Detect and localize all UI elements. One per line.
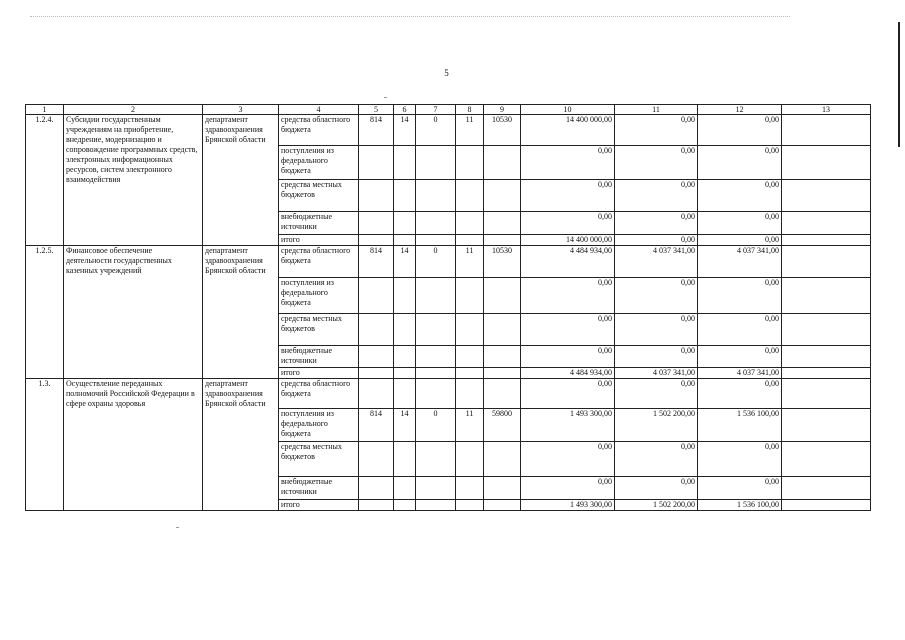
code-cell: [359, 180, 394, 212]
amount-cell: 0,00: [615, 146, 698, 180]
funding-source-cell: итого: [279, 368, 359, 379]
amount-cell: 0,00: [615, 477, 698, 500]
funding-source-cell: средства местных бюджетов: [279, 314, 359, 346]
code-cell: 0: [416, 115, 456, 146]
amount-cell: 0,00: [698, 477, 782, 500]
amount-cell: 0,00: [521, 212, 615, 235]
funding-source-cell: внебюджетные источники: [279, 212, 359, 235]
code-cell: [456, 442, 484, 477]
table-row: [26, 379, 871, 409]
amount-cell: 0,00: [698, 212, 782, 235]
scan-speck: [176, 527, 179, 528]
code-cell: [416, 180, 456, 212]
funding-source-cell: поступления из федерального бюджета: [279, 278, 359, 314]
column-number-cell: 7: [416, 105, 456, 115]
table-row: [26, 115, 871, 146]
code-cell: [359, 212, 394, 235]
code-cell: [456, 314, 484, 346]
code-cell: 814: [359, 246, 394, 278]
item-code-cell: 1.3.: [26, 379, 64, 511]
code-cell: [394, 212, 416, 235]
code-cell: [484, 442, 521, 477]
code-cell: [416, 235, 456, 246]
column-number-cell: 12: [698, 105, 782, 115]
column-number-cell: 6: [394, 105, 416, 115]
code-cell: [484, 212, 521, 235]
code-cell: [359, 346, 394, 368]
code-cell: [359, 379, 394, 409]
amount-cell: 0,00: [521, 146, 615, 180]
amount-cell: 0,00: [615, 115, 698, 146]
code-cell: [456, 477, 484, 500]
column-number-cell: 13: [782, 105, 871, 115]
amount-cell: 0,00: [615, 442, 698, 477]
code-cell: [416, 477, 456, 500]
code-cell: [484, 346, 521, 368]
funding-source-cell: средства областного бюджета: [279, 246, 359, 278]
amount-cell: 0,00: [698, 346, 782, 368]
funding-source-cell: поступления из федерального бюджета: [279, 146, 359, 180]
amount-cell: 4 037 341,00: [615, 368, 698, 379]
amount-cell: [782, 278, 871, 314]
code-cell: [484, 477, 521, 500]
code-cell: [456, 368, 484, 379]
amount-cell: 1 502 200,00: [615, 409, 698, 442]
code-cell: [484, 180, 521, 212]
code-cell: 10530: [484, 115, 521, 146]
amount-cell: 0,00: [615, 180, 698, 212]
code-cell: 814: [359, 115, 394, 146]
amount-cell: [782, 477, 871, 500]
column-number-cell: 11: [615, 105, 698, 115]
amount-cell: [782, 235, 871, 246]
funding-source-cell: итого: [279, 500, 359, 511]
amount-cell: 1 536 100,00: [698, 409, 782, 442]
code-cell: [456, 146, 484, 180]
funding-source-cell: внебюджетные источники: [279, 477, 359, 500]
code-cell: [484, 368, 521, 379]
code-cell: [394, 379, 416, 409]
amount-cell: 1 493 300,00: [521, 500, 615, 511]
column-number-cell: 2: [64, 105, 203, 115]
code-cell: 14: [394, 115, 416, 146]
code-cell: [416, 379, 456, 409]
amount-cell: [782, 346, 871, 368]
code-cell: [416, 314, 456, 346]
funding-source-cell: поступления из федерального бюджета: [279, 409, 359, 442]
column-number-cell: 4: [279, 105, 359, 115]
code-cell: [456, 278, 484, 314]
amount-cell: 4 037 341,00: [615, 246, 698, 278]
amount-cell: 0,00: [615, 379, 698, 409]
code-cell: 10530: [484, 246, 521, 278]
item-code-cell: 1.2.4.: [26, 115, 64, 246]
amount-cell: [782, 146, 871, 180]
item-name-cell: Осуществление переданных полномочий Российской Федерации в сфере охраны здоровья: [64, 379, 203, 511]
code-cell: [359, 500, 394, 511]
code-cell: [359, 278, 394, 314]
funding-source-cell: средства местных бюджетов: [279, 180, 359, 212]
code-cell: [416, 368, 456, 379]
amount-cell: 0,00: [521, 278, 615, 314]
column-number-cell: 3: [203, 105, 279, 115]
column-number-cell: 8: [456, 105, 484, 115]
code-cell: [416, 346, 456, 368]
funding-source-cell: средства областного бюджета: [279, 115, 359, 146]
amount-cell: 4 484 934,00: [521, 246, 615, 278]
amount-cell: 1 502 200,00: [615, 500, 698, 511]
column-number-cell: 9: [484, 105, 521, 115]
amount-cell: 0,00: [615, 235, 698, 246]
item-name-cell: Субсидии государственным учреждениям на приобретение, внедрение, модернизацию и сопровождение программных средств, электронных информационных ресурсов, систем электронного взаимодействия: [64, 115, 203, 246]
code-cell: [394, 180, 416, 212]
code-cell: [456, 212, 484, 235]
funding-source-cell: итого: [279, 235, 359, 246]
code-cell: [394, 278, 416, 314]
amount-cell: 0,00: [521, 180, 615, 212]
column-number-cell: 5: [359, 105, 394, 115]
code-cell: [394, 235, 416, 246]
amount-cell: 0,00: [698, 379, 782, 409]
code-cell: [484, 278, 521, 314]
table-body: [26, 105, 871, 511]
amount-cell: 0,00: [521, 379, 615, 409]
code-cell: [359, 442, 394, 477]
code-cell: [484, 314, 521, 346]
code-cell: [456, 235, 484, 246]
code-cell: 14: [394, 246, 416, 278]
code-cell: [484, 500, 521, 511]
code-cell: [359, 368, 394, 379]
amount-cell: 0,00: [521, 346, 615, 368]
amount-cell: 0,00: [521, 314, 615, 346]
code-cell: 0: [416, 246, 456, 278]
code-cell: [359, 477, 394, 500]
code-cell: 814: [359, 409, 394, 442]
code-cell: [456, 180, 484, 212]
amount-cell: 0,00: [698, 146, 782, 180]
amount-cell: 0,00: [615, 314, 698, 346]
amount-cell: 0,00: [698, 235, 782, 246]
item-name-cell: Финансовое обеспечение деятельности государственных казенных учреждений: [64, 246, 203, 379]
amount-cell: 0,00: [615, 278, 698, 314]
scan-speck: [384, 97, 387, 98]
amount-cell: 1 536 100,00: [698, 500, 782, 511]
code-cell: 11: [456, 409, 484, 442]
code-cell: [416, 442, 456, 477]
code-cell: [394, 146, 416, 180]
code-cell: 11: [456, 115, 484, 146]
code-cell: 14: [394, 409, 416, 442]
column-number-cell: 10: [521, 105, 615, 115]
code-cell: 11: [456, 246, 484, 278]
code-cell: [456, 346, 484, 368]
department-cell: департамент здравоохранения Брянской области: [203, 379, 279, 511]
amount-cell: [782, 368, 871, 379]
code-cell: [359, 314, 394, 346]
code-cell: [394, 500, 416, 511]
amount-cell: [782, 115, 871, 146]
code-cell: [394, 346, 416, 368]
amount-cell: [782, 246, 871, 278]
code-cell: [484, 379, 521, 409]
amount-cell: [782, 409, 871, 442]
code-cell: [394, 442, 416, 477]
department-cell: департамент здравоохранения Брянской области: [203, 246, 279, 379]
funding-source-cell: средства областного бюджета: [279, 379, 359, 409]
code-cell: [394, 314, 416, 346]
amount-cell: 0,00: [698, 314, 782, 346]
scan-edge-bar: [898, 22, 900, 147]
code-cell: [359, 235, 394, 246]
amount-cell: 0,00: [698, 115, 782, 146]
code-cell: [416, 212, 456, 235]
amount-cell: [782, 500, 871, 511]
page-number: 5: [444, 68, 449, 78]
code-cell: [484, 146, 521, 180]
amount-cell: 14 400 000,00: [521, 115, 615, 146]
code-cell: 59800: [484, 409, 521, 442]
amount-cell: 4 037 341,00: [698, 246, 782, 278]
item-code-cell: 1.2.5.: [26, 246, 64, 379]
code-cell: [394, 477, 416, 500]
budget-table: [25, 104, 871, 511]
code-cell: [484, 235, 521, 246]
table-row: [26, 246, 871, 278]
amount-cell: [782, 379, 871, 409]
code-cell: [359, 146, 394, 180]
code-cell: [394, 368, 416, 379]
amount-cell: 0,00: [615, 346, 698, 368]
funding-source-cell: средства местных бюджетов: [279, 442, 359, 477]
amount-cell: [782, 180, 871, 212]
column-number-cell: 1: [26, 105, 64, 115]
amount-cell: [782, 314, 871, 346]
amount-cell: [782, 212, 871, 235]
amount-cell: 0,00: [615, 212, 698, 235]
column-number-row: [26, 105, 871, 115]
amount-cell: 1 493 300,00: [521, 409, 615, 442]
code-cell: [456, 500, 484, 511]
department-cell: департамент здравоохранения Брянской области: [203, 115, 279, 246]
amount-cell: 0,00: [698, 180, 782, 212]
funding-source-cell: внебюджетные источники: [279, 346, 359, 368]
scan-artifact-dots: [30, 16, 790, 18]
amount-cell: [782, 442, 871, 477]
amount-cell: 4 037 341,00: [698, 368, 782, 379]
code-cell: 0: [416, 409, 456, 442]
code-cell: [456, 379, 484, 409]
amount-cell: 14 400 000,00: [521, 235, 615, 246]
amount-cell: 4 484 934,00: [521, 368, 615, 379]
code-cell: [416, 146, 456, 180]
code-cell: [416, 278, 456, 314]
amount-cell: 0,00: [521, 477, 615, 500]
amount-cell: 0,00: [698, 278, 782, 314]
amount-cell: 0,00: [698, 442, 782, 477]
amount-cell: 0,00: [521, 442, 615, 477]
code-cell: [416, 500, 456, 511]
